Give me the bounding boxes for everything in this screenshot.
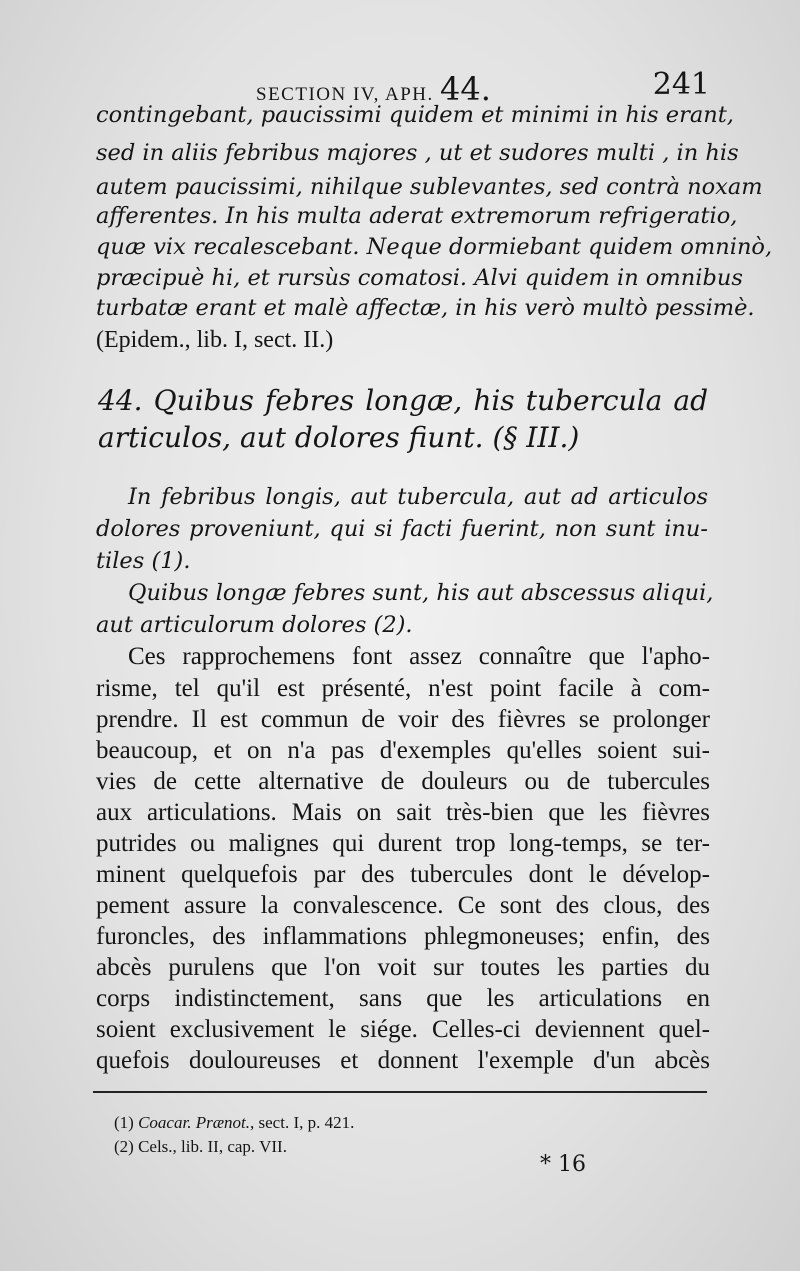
latin-line: turbatæ erant et malè affectæ, in his verò multò pessimè.	[96, 295, 755, 321]
aphorism-line-1: 44. Quibus febres longæ, his tubercula ad	[98, 384, 708, 417]
parallel-1-line: dolores proveniunt, qui si facti fuerint, non sunt inu-	[96, 516, 708, 542]
parallel-1-line: In febribus longis, aut tubercula, aut ad articulos	[128, 484, 708, 510]
latin-line: contingebant, paucissimi quidem et minimi in his erant,	[96, 102, 734, 128]
footnote-rule	[93, 1091, 707, 1093]
commentary-line: putrides ou malignes qui durent trop long-temps, se ter-	[96, 830, 710, 857]
commentary-line: risme, tel qu'il est présenté, n'est point facile à com-	[96, 675, 710, 702]
commentary-line: corps indistinctement, sans que les articulations en	[96, 985, 710, 1012]
running-head-text: SECTION IV, APH.	[256, 84, 434, 105]
commentary-line: aux articulations. Mais on sait très-bien que les fièvres	[96, 799, 710, 826]
commentary-line: Ces rapprochemens font assez connaître que l'apho-	[128, 643, 710, 670]
parallel-1-line: tiles (1).	[96, 548, 191, 574]
latin-line: autem paucissimi, nihilque sublevantes, sed contrà noxam	[96, 174, 763, 200]
page-number: 241	[652, 67, 710, 102]
parallel-2-line: Quibus longæ febres sunt, his aut abscessus aliqui,	[128, 580, 714, 606]
footnote-1-title: Coacar. Prænot.	[138, 1113, 251, 1132]
commentary-line: beaucoup, et on n'a pas d'exemples qu'elles soient sui-	[96, 737, 710, 764]
commentary-line: vies de cette alternative de douleurs ou de tubercules	[96, 768, 710, 795]
commentary-line: minent quelquefois par des tubercules dont le dévelop-	[96, 861, 710, 888]
latin-line: sed in aliis febribus majores , ut et sudores multi , in his	[96, 140, 739, 166]
commentary-line: furoncles, des inflammations phlegmoneuses; enfin, des	[96, 923, 710, 950]
aphorism-line-2: articulos, aut dolores fiunt. (§ III.)	[98, 421, 580, 454]
parallel-2-line: aut articulorum dolores (2).	[96, 612, 413, 638]
footnote-2: (2) Cels., lib. II, cap. VII.	[114, 1137, 287, 1156]
page-header	[0, 62, 800, 108]
commentary-line: pement assure la convalescence. Ce sont des clous, des	[96, 892, 710, 919]
commentary-line: prendre. Il est commun de voir des fièvres se prolonger	[96, 706, 710, 733]
latin-line: præcipuè hi, et rursùs comatosi. Alvi quidem in omnibus	[96, 265, 743, 291]
commentary-line: abcès purulens que l'on voit sur toutes les parties du	[96, 954, 710, 981]
running-head-aphorism-number: 44.	[440, 70, 491, 108]
latin-line: afferentes. In his multa aderat extremorum refrigeratio,	[96, 203, 738, 229]
commentary-line: quefois douloureuses et donnent l'exemple d'un abcès	[96, 1047, 710, 1074]
commentary-line: soient exclusivement le siége. Celles-ci deviennent quel-	[96, 1016, 710, 1043]
signature-mark: * 16	[540, 1152, 586, 1177]
footnote-1-ref: , sect. I, p. 421.	[250, 1113, 355, 1132]
latin-line: quæ vix recalescebant. Neque dormiebant quidem omninò,	[96, 234, 773, 260]
footnote-1	[114, 1113, 354, 1133]
latin-citation: (Epidem., lib. I, sect. II.)	[96, 327, 334, 353]
footnote-1-marker: (1)	[114, 1113, 134, 1132]
